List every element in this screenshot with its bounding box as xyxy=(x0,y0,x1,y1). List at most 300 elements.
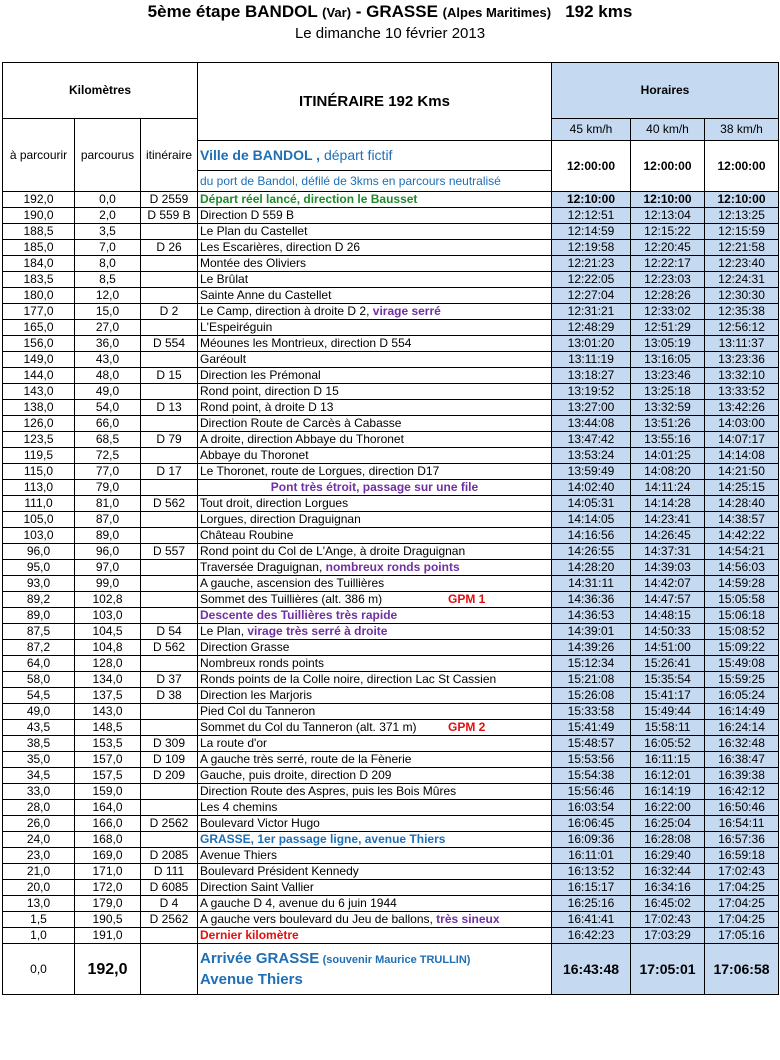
time-45: 14:26:55 xyxy=(552,544,631,560)
time-45: 14:39:01 xyxy=(552,624,631,640)
finish-row xyxy=(3,944,779,995)
time-40: 14:08:20 xyxy=(631,464,705,480)
waypoint-description xyxy=(198,768,552,784)
time-40: 13:05:19 xyxy=(631,336,705,352)
km-covered: 72,5 xyxy=(75,448,141,464)
km-covered: 36,0 xyxy=(75,336,141,352)
km-remaining: 113,0 xyxy=(3,480,75,496)
waypoint-description xyxy=(198,800,552,816)
waypoint-description xyxy=(198,784,552,800)
finish-note: (souvenir Maurice TRULLIN) xyxy=(322,953,471,966)
time-45: 13:59:49 xyxy=(552,464,631,480)
time-45: 12:21:23 xyxy=(552,256,631,272)
time-45: 16:42:23 xyxy=(552,928,631,944)
waypoint-text: Le Brûlat xyxy=(200,272,249,286)
km-remaining: 21,0 xyxy=(3,864,75,880)
table-row xyxy=(3,672,779,688)
km-remaining: 185,0 xyxy=(3,240,75,256)
time-38: 16:38:47 xyxy=(705,752,779,768)
km-covered: 15,0 xyxy=(75,304,141,320)
table-row xyxy=(3,736,779,752)
time-40: 14:42:07 xyxy=(631,576,705,592)
time-38: 12:35:38 xyxy=(705,304,779,320)
route-number: D 54 xyxy=(141,624,198,640)
waypoint-description xyxy=(198,288,552,304)
table-row xyxy=(3,304,779,320)
waypoint-description xyxy=(198,240,552,256)
km-remaining: 26,0 xyxy=(3,816,75,832)
waypoint-warning: nombreux ronds points xyxy=(325,560,460,574)
time-38: 13:23:36 xyxy=(705,352,779,368)
km-covered: 0,0 xyxy=(75,192,141,208)
waypoint-text: Le Plan du Castellet xyxy=(200,224,308,238)
waypoint-text: Nombreux ronds points xyxy=(200,656,325,670)
waypoint-text: GRASSE, 1er passage ligne, avenue Thiers xyxy=(200,832,446,846)
route-number xyxy=(141,832,198,848)
waypoint-text: Pont très étroit, passage sur une file xyxy=(270,480,479,494)
time-45: 13:53:24 xyxy=(552,448,631,464)
waypoint-description xyxy=(198,624,552,640)
waypoint-description xyxy=(198,688,552,704)
km-remaining: 24,0 xyxy=(3,832,75,848)
table-row xyxy=(3,272,779,288)
time-45: 16:41:41 xyxy=(552,912,631,928)
waypoint-text: Le Thoronet, route de Lorgues, direction D17 xyxy=(200,464,440,478)
time-38: 16:59:18 xyxy=(705,848,779,864)
km-covered: 168,0 xyxy=(75,832,141,848)
time-45: 12:19:58 xyxy=(552,240,631,256)
time-45: 16:09:36 xyxy=(552,832,631,848)
km-remaining: 58,0 xyxy=(3,672,75,688)
time-40: 16:28:08 xyxy=(631,832,705,848)
waypoint-description xyxy=(198,576,552,592)
km-remaining: 144,0 xyxy=(3,368,75,384)
time-45: 16:15:17 xyxy=(552,880,631,896)
waypoint-description xyxy=(198,416,552,432)
km-covered: 96,0 xyxy=(75,544,141,560)
km-remaining: 35,0 xyxy=(3,752,75,768)
time-40: 16:05:52 xyxy=(631,736,705,752)
waypoint-text: Rond point, direction D 15 xyxy=(200,384,339,398)
waypoint-description xyxy=(198,304,552,320)
time-38: 15:49:08 xyxy=(705,656,779,672)
time-45: 15:12:34 xyxy=(552,656,631,672)
waypoint-description xyxy=(198,400,552,416)
km-covered: 148,5 xyxy=(75,720,141,736)
time-40: 14:39:03 xyxy=(631,560,705,576)
table-row xyxy=(3,512,779,528)
waypoint-text: Départ réel lancé, direction le Bausset xyxy=(200,192,418,206)
route-number xyxy=(141,576,198,592)
times-header: Horaires xyxy=(552,63,779,119)
waypoint-text: Traversée Draguignan, xyxy=(200,560,326,574)
time-38: 16:50:46 xyxy=(705,800,779,816)
route-number xyxy=(141,416,198,432)
waypoint-description xyxy=(198,816,552,832)
route-number: D 209 xyxy=(141,768,198,784)
time-38: 14:56:03 xyxy=(705,560,779,576)
route-number xyxy=(141,320,198,336)
time-40: 14:26:45 xyxy=(631,528,705,544)
waypoint-text: A droite, direction Abbaye du Thoronet xyxy=(200,432,404,446)
time-45: 16:03:54 xyxy=(552,800,631,816)
km-covered: 143,0 xyxy=(75,704,141,720)
route-number: D 6085 xyxy=(141,880,198,896)
time-40: 12:23:03 xyxy=(631,272,705,288)
km-remaining: 156,0 xyxy=(3,336,75,352)
time-38: 13:11:37 xyxy=(705,336,779,352)
time-45: 14:39:26 xyxy=(552,640,631,656)
time-38: 17:04:25 xyxy=(705,880,779,896)
table-row xyxy=(3,352,779,368)
time-38: 14:38:57 xyxy=(705,512,779,528)
time-45: 14:36:36 xyxy=(552,592,631,608)
col-covered-header: parcourus xyxy=(75,119,141,192)
table-row xyxy=(3,848,779,864)
time-38: 16:32:48 xyxy=(705,736,779,752)
waypoint-description xyxy=(198,512,552,528)
km-covered: 137,5 xyxy=(75,688,141,704)
waypoint-text: Direction les Marjoris xyxy=(200,688,313,702)
waypoint-description xyxy=(198,736,552,752)
time-38: 15:09:22 xyxy=(705,640,779,656)
time-38: 15:59:25 xyxy=(705,672,779,688)
time-45: 14:05:31 xyxy=(552,496,631,512)
table-row xyxy=(3,784,779,800)
waypoint-text: A gauche, ascension des Tuillières xyxy=(200,576,385,590)
time-38: 17:05:16 xyxy=(705,928,779,944)
waypoint-warning: virage très serré à droite xyxy=(247,624,388,638)
time-40: 12:33:02 xyxy=(631,304,705,320)
time-45: 15:53:56 xyxy=(552,752,631,768)
waypoint-description xyxy=(198,832,552,848)
waypoint-text: Rond point, à droite D 13 xyxy=(200,400,334,414)
km-remaining: 54,5 xyxy=(3,688,75,704)
time-38: 12:23:40 xyxy=(705,256,779,272)
waypoint-description xyxy=(198,256,552,272)
time-45: 15:56:46 xyxy=(552,784,631,800)
waypoint-description xyxy=(198,880,552,896)
waypoint-description xyxy=(198,432,552,448)
route-number xyxy=(141,656,198,672)
time-40: 12:15:22 xyxy=(631,224,705,240)
time-40: 13:25:18 xyxy=(631,384,705,400)
waypoint-description xyxy=(198,352,552,368)
waypoint-text: Direction Grasse xyxy=(200,640,290,654)
title-part-b: (Var) xyxy=(322,5,352,20)
km-remaining: 20,0 xyxy=(3,880,75,896)
km-covered: 8,0 xyxy=(75,256,141,272)
time-40: 14:48:15 xyxy=(631,608,705,624)
time-40: 14:51:00 xyxy=(631,640,705,656)
time-45: 12:48:29 xyxy=(552,320,631,336)
waypoint-text: Abbaye du Thoronet xyxy=(200,448,309,462)
km-remaining: 34,5 xyxy=(3,768,75,784)
route-number: D 111 xyxy=(141,864,198,880)
table-row xyxy=(3,912,779,928)
table-row xyxy=(3,704,779,720)
time-40: 13:23:46 xyxy=(631,368,705,384)
finish-time-40: 17:05:01 xyxy=(631,944,705,995)
time-45: 13:47:42 xyxy=(552,432,631,448)
route-number xyxy=(141,256,198,272)
km-remaining: 177,0 xyxy=(3,304,75,320)
waypoint-text: Avenue Thiers xyxy=(200,848,277,862)
gpm-label: GPM 1 xyxy=(448,592,486,606)
start-time-40: 12:00:00 xyxy=(631,141,705,192)
finish-line-1: Arrivée GRASSE xyxy=(200,949,320,967)
time-40: 14:23:41 xyxy=(631,512,705,528)
table-row xyxy=(3,416,779,432)
km-covered: 79,0 xyxy=(75,480,141,496)
waypoint-description xyxy=(198,608,552,624)
route-number xyxy=(141,592,198,608)
route-number: D 2562 xyxy=(141,912,198,928)
time-38: 13:42:26 xyxy=(705,400,779,416)
time-40: 13:55:16 xyxy=(631,432,705,448)
km-remaining: 89,2 xyxy=(3,592,75,608)
time-38: 12:24:31 xyxy=(705,272,779,288)
waypoint-text: Boulevard Président Kennedy xyxy=(200,864,359,878)
time-45: 12:10:00 xyxy=(552,192,631,208)
time-40: 17:03:29 xyxy=(631,928,705,944)
time-40: 16:32:44 xyxy=(631,864,705,880)
km-remaining: 192,0 xyxy=(3,192,75,208)
waypoint-description xyxy=(198,672,552,688)
km-remaining: 43,5 xyxy=(3,720,75,736)
km-remaining: 49,0 xyxy=(3,704,75,720)
table-row xyxy=(3,544,779,560)
table-row xyxy=(3,880,779,896)
time-38: 15:08:52 xyxy=(705,624,779,640)
time-38: 13:32:10 xyxy=(705,368,779,384)
time-45: 14:36:53 xyxy=(552,608,631,624)
time-45: 16:13:52 xyxy=(552,864,631,880)
col-remaining-header: à parcourir xyxy=(3,119,75,192)
route-number: D 2562 xyxy=(141,816,198,832)
waypoint-description xyxy=(198,528,552,544)
table-row xyxy=(3,496,779,512)
route-number: D 79 xyxy=(141,432,198,448)
route-number: D 557 xyxy=(141,544,198,560)
waypoint-text: Descente des Tuillières très rapide xyxy=(200,608,398,622)
time-45: 13:27:00 xyxy=(552,400,631,416)
table-row xyxy=(3,752,779,768)
time-45: 15:33:58 xyxy=(552,704,631,720)
time-45: 12:22:05 xyxy=(552,272,631,288)
km-remaining: 1,5 xyxy=(3,912,75,928)
km-covered: 68,5 xyxy=(75,432,141,448)
waypoint-text: A gauche vers boulevard du Jeu de ballons, xyxy=(200,912,437,926)
route-number xyxy=(141,784,198,800)
km-covered: 97,0 xyxy=(75,560,141,576)
km-covered: 103,0 xyxy=(75,608,141,624)
route-number: D 15 xyxy=(141,368,198,384)
time-40: 12:20:45 xyxy=(631,240,705,256)
km-covered: 159,0 xyxy=(75,784,141,800)
km-remaining: 13,0 xyxy=(3,896,75,912)
table-row xyxy=(3,864,779,880)
waypoint-text: Sommet des Tuillières (alt. 386 m) xyxy=(200,592,383,606)
route-number: D 13 xyxy=(141,400,198,416)
km-remaining: 64,0 xyxy=(3,656,75,672)
start-line-2: du port de Bandol, défilé de 3kms en parcours neutralisé xyxy=(198,171,552,192)
route-number: D 2559 xyxy=(141,192,198,208)
km-covered: 99,0 xyxy=(75,576,141,592)
time-38: 12:10:00 xyxy=(705,192,779,208)
table-row xyxy=(3,432,779,448)
finish-line-2: Avenue Thiers xyxy=(200,970,303,988)
waypoint-warning: très sineux xyxy=(436,912,500,926)
time-40: 16:11:15 xyxy=(631,752,705,768)
waypoint-text: Garéoult xyxy=(200,352,247,366)
time-40: 13:51:26 xyxy=(631,416,705,432)
table-row xyxy=(3,576,779,592)
waypoint-description xyxy=(198,448,552,464)
itinerary-table-body xyxy=(3,63,779,995)
table-row xyxy=(3,240,779,256)
waypoint-text: Les 4 chemins xyxy=(200,800,278,814)
waypoint-description xyxy=(198,336,552,352)
time-38: 17:04:25 xyxy=(705,896,779,912)
time-40: 14:11:24 xyxy=(631,480,705,496)
waypoint-text: L'Espeiréguin xyxy=(200,320,273,334)
table-row xyxy=(3,256,779,272)
waypoint-text: Rond point du Col de L'Ange, à droite Draguignan xyxy=(200,544,466,558)
table-row xyxy=(3,928,779,944)
waypoint-text: Direction Route de Carcès à Cabasse xyxy=(200,416,402,430)
table-row xyxy=(3,480,779,496)
route-number: D 4 xyxy=(141,896,198,912)
route-number: D 38 xyxy=(141,688,198,704)
time-45: 15:21:08 xyxy=(552,672,631,688)
km-covered: 81,0 xyxy=(75,496,141,512)
route-number: D 562 xyxy=(141,496,198,512)
waypoint-description xyxy=(198,544,552,560)
km-covered: 172,0 xyxy=(75,880,141,896)
km-remaining: 1,0 xyxy=(3,928,75,944)
time-45: 13:11:19 xyxy=(552,352,631,368)
time-38: 16:24:14 xyxy=(705,720,779,736)
table-row xyxy=(3,448,779,464)
finish-km-covered: 192,0 xyxy=(75,944,141,995)
km-remaining: 93,0 xyxy=(3,576,75,592)
time-38: 16:14:49 xyxy=(705,704,779,720)
time-45: 12:31:21 xyxy=(552,304,631,320)
route-number: D 562 xyxy=(141,640,198,656)
km-remaining: 87,2 xyxy=(3,640,75,656)
time-40: 14:01:25 xyxy=(631,448,705,464)
waypoint-description xyxy=(198,192,552,208)
time-45: 16:25:16 xyxy=(552,896,631,912)
km-covered: 104,5 xyxy=(75,624,141,640)
km-remaining: 180,0 xyxy=(3,288,75,304)
table-row xyxy=(3,624,779,640)
time-40: 12:13:04 xyxy=(631,208,705,224)
waypoint-text: A gauche D 4, avenue du 6 juin 1944 xyxy=(200,896,397,910)
km-covered: 102,8 xyxy=(75,592,141,608)
km-remaining: 33,0 xyxy=(3,784,75,800)
time-38: 17:04:25 xyxy=(705,912,779,928)
route-number: D 309 xyxy=(141,736,198,752)
waypoint-text: Gauche, puis droite, direction D 209 xyxy=(200,768,392,782)
route-number xyxy=(141,720,198,736)
km-covered: 104,8 xyxy=(75,640,141,656)
km-remaining: 89,0 xyxy=(3,608,75,624)
route-number: D 559 B xyxy=(141,208,198,224)
km-covered: 12,0 xyxy=(75,288,141,304)
km-remaining: 95,0 xyxy=(3,560,75,576)
km-covered: 8,5 xyxy=(75,272,141,288)
route-number xyxy=(141,480,198,496)
title-part-c: - GRASSE xyxy=(351,2,443,21)
time-38: 16:54:11 xyxy=(705,816,779,832)
km-covered: 128,0 xyxy=(75,656,141,672)
waypoint-description xyxy=(198,928,552,944)
col-route-header: itinéraire xyxy=(141,119,198,192)
route-number xyxy=(141,704,198,720)
waypoint-text: Ronds points de la Colle noire, direction Lac St Cassien xyxy=(200,672,497,686)
time-38: 12:30:30 xyxy=(705,288,779,304)
waypoint-text: Tout droit, direction Lorgues xyxy=(200,496,349,510)
time-40: 12:51:29 xyxy=(631,320,705,336)
km-covered: 179,0 xyxy=(75,896,141,912)
time-40: 12:10:00 xyxy=(631,192,705,208)
table-row xyxy=(3,816,779,832)
time-45: 15:54:38 xyxy=(552,768,631,784)
time-45: 14:02:40 xyxy=(552,480,631,496)
waypoint-description xyxy=(198,752,552,768)
route-number xyxy=(141,608,198,624)
waypoint-text: Sommet du Col du Tanneron (alt. 371 m) xyxy=(200,720,417,734)
table-row xyxy=(3,400,779,416)
km-remaining: 184,0 xyxy=(3,256,75,272)
route-number xyxy=(141,560,198,576)
waypoint-description xyxy=(198,896,552,912)
table-row xyxy=(3,640,779,656)
route-number: D 26 xyxy=(141,240,198,256)
time-38: 14:14:08 xyxy=(705,448,779,464)
km-covered: 48,0 xyxy=(75,368,141,384)
waypoint-description xyxy=(198,480,552,496)
start-line-1: Ville de BANDOL , départ fictif xyxy=(198,141,552,171)
waypoint-description xyxy=(198,640,552,656)
table-row xyxy=(3,656,779,672)
speed-45-header: 45 km/h xyxy=(552,119,631,141)
km-covered: 54,0 xyxy=(75,400,141,416)
time-38: 17:02:43 xyxy=(705,864,779,880)
route-number: D 2 xyxy=(141,304,198,320)
waypoint-description xyxy=(198,592,552,608)
km-header: Kilomètres xyxy=(3,63,198,119)
km-covered: 134,0 xyxy=(75,672,141,688)
time-38: 13:33:52 xyxy=(705,384,779,400)
km-covered: 157,5 xyxy=(75,768,141,784)
finish-route-empty xyxy=(141,944,198,995)
route-number xyxy=(141,352,198,368)
finish-time-38: 17:06:58 xyxy=(705,944,779,995)
table-row xyxy=(3,608,779,624)
km-covered: 153,5 xyxy=(75,736,141,752)
route-number xyxy=(141,384,198,400)
waypoint-text: Direction Route des Aspres, puis les Bois Mûres xyxy=(200,784,457,798)
km-covered: 27,0 xyxy=(75,320,141,336)
time-38: 15:05:58 xyxy=(705,592,779,608)
speed-38-header: 38 km/h xyxy=(705,119,779,141)
time-38: 12:56:12 xyxy=(705,320,779,336)
time-40: 14:50:33 xyxy=(631,624,705,640)
time-38: 14:21:50 xyxy=(705,464,779,480)
